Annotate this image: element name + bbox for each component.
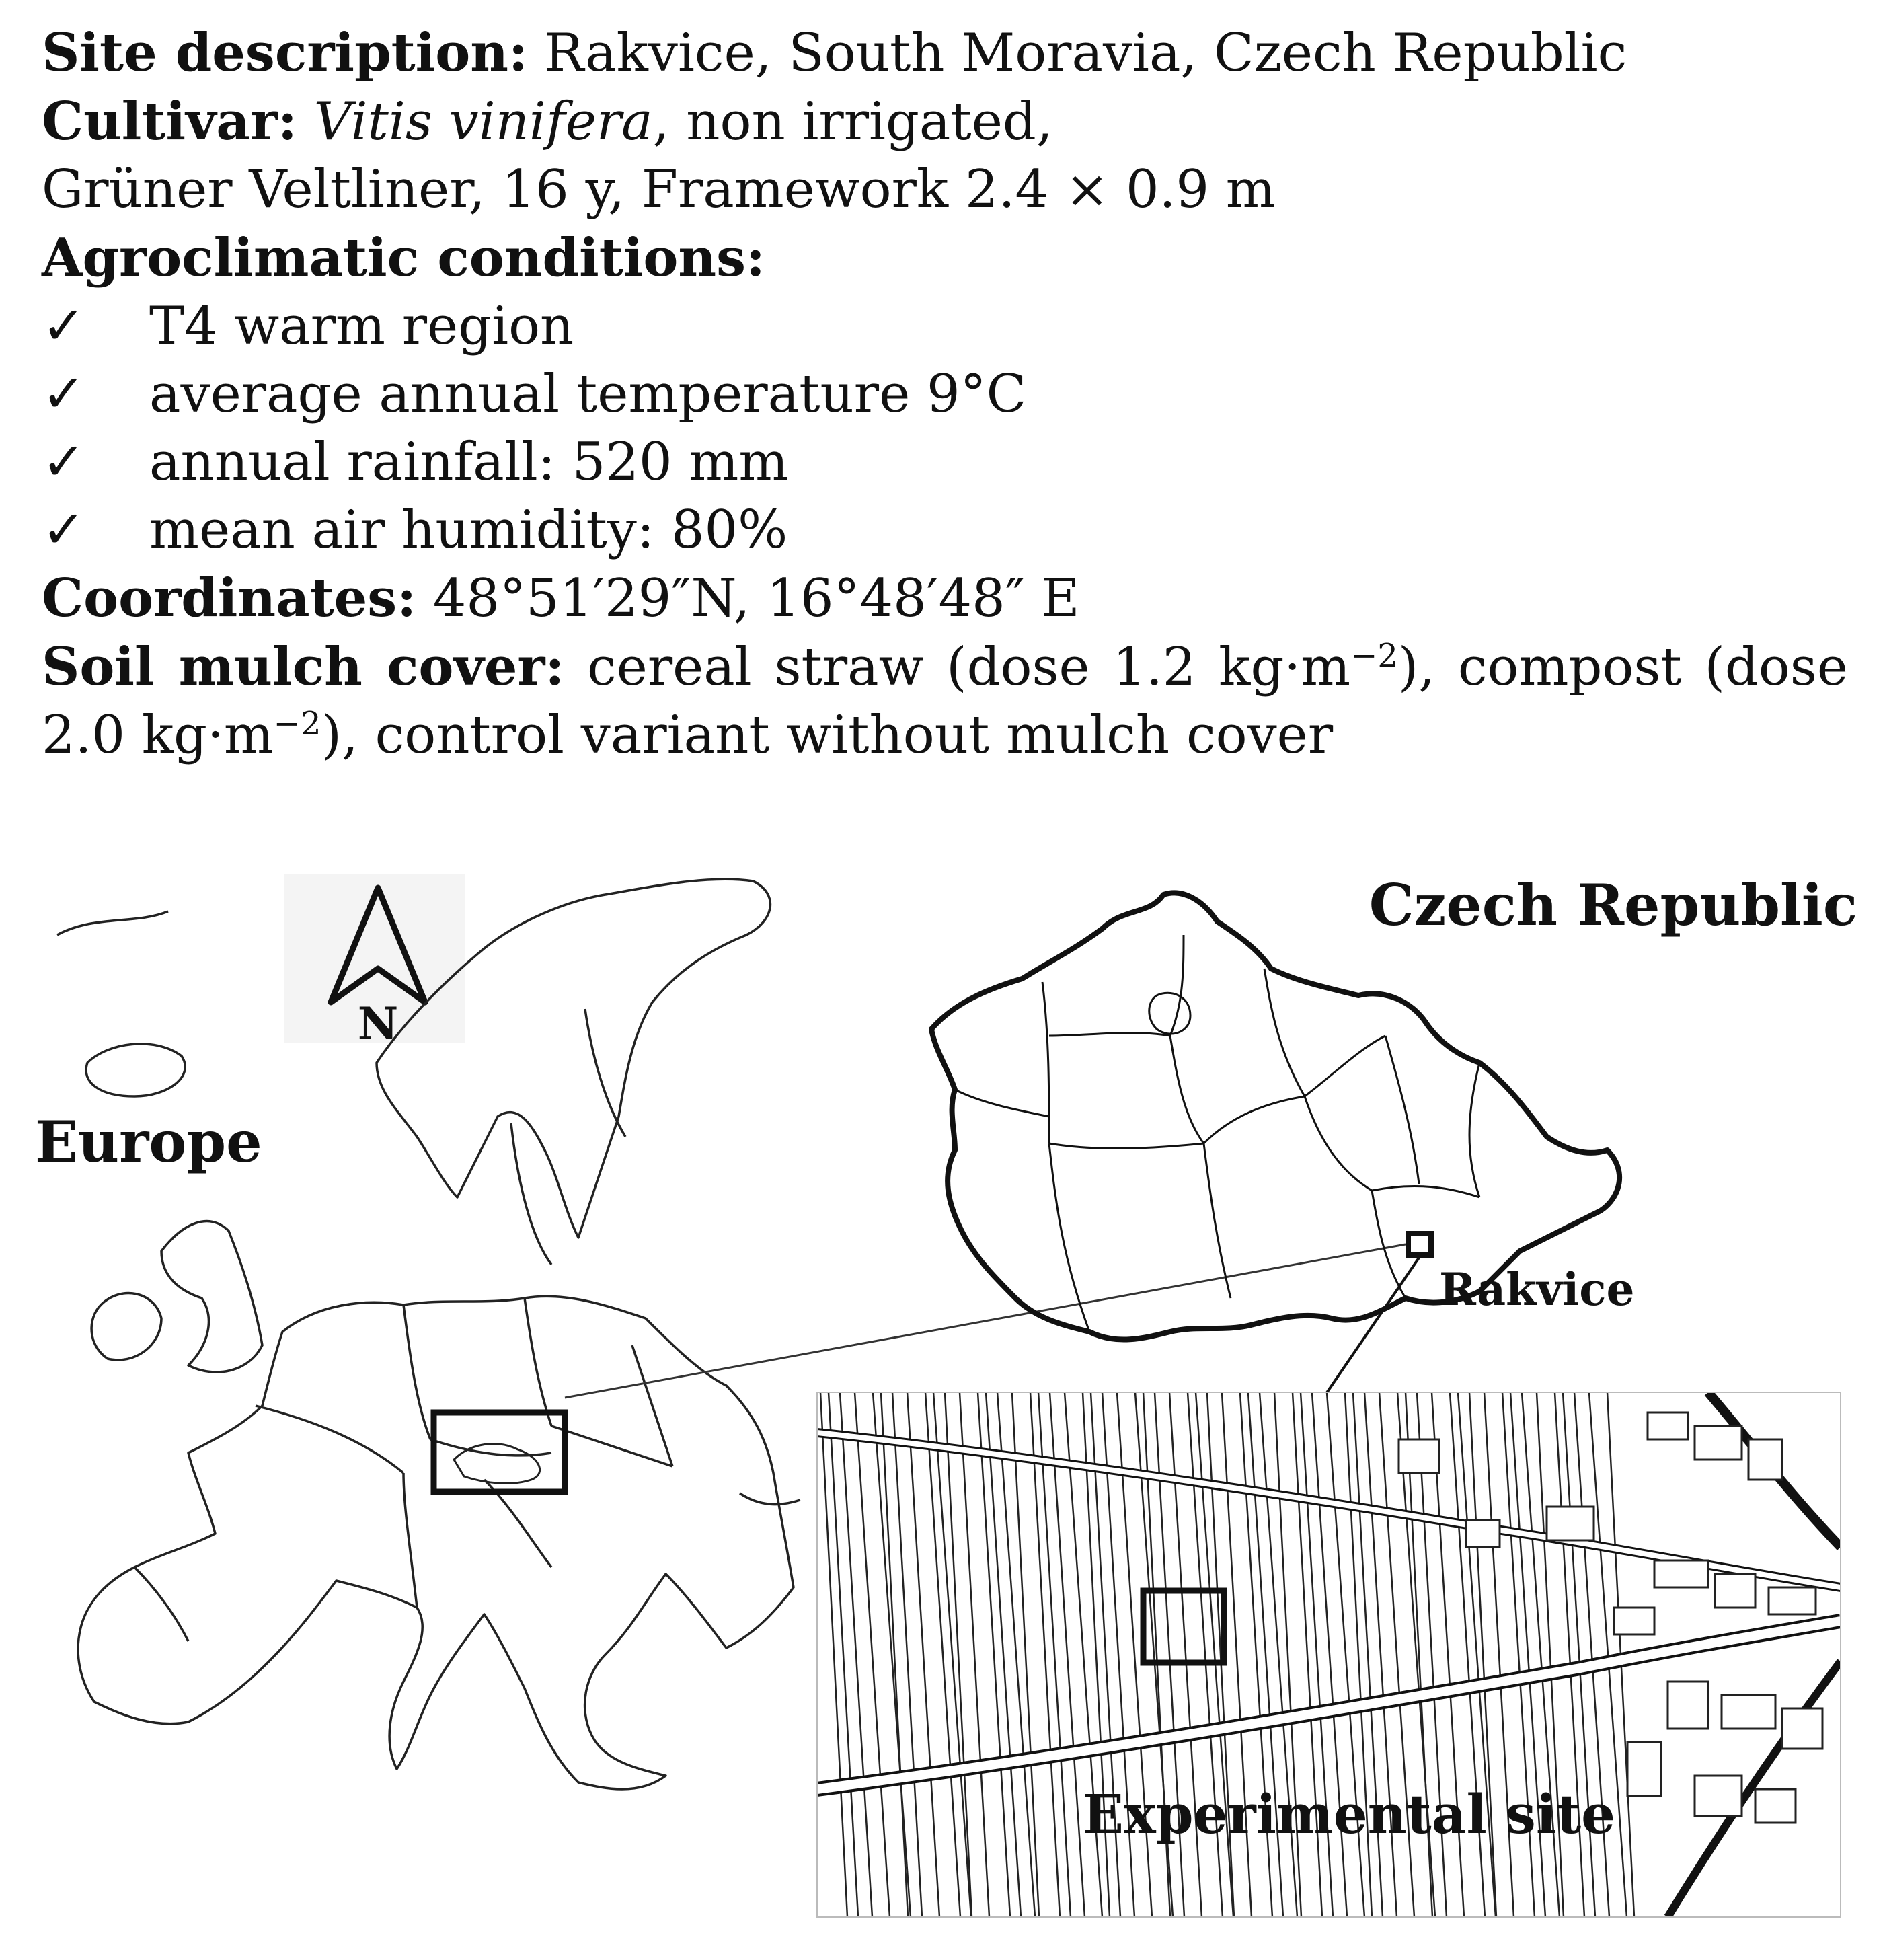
cultivar-line: [42, 87, 1848, 156]
site-label: Site description:: [42, 22, 528, 83]
rakvice-label: Rakvice: [1439, 1263, 1635, 1316]
prague-outline: [1149, 993, 1190, 1034]
condition-item: [42, 293, 1848, 361]
condition-item: [42, 428, 1848, 496]
agroclimatic-label: Agroclimatic conditions:: [42, 227, 765, 289]
carpathian-border: [551, 1426, 672, 1466]
italy-border: [403, 1473, 417, 1608]
europe-czech-highlight-box: [434, 1412, 565, 1492]
condition-text: mean air humidity: 80%: [149, 500, 788, 560]
village-building: [1695, 1426, 1742, 1460]
coordinates-label: Coordinates:: [42, 568, 417, 629]
village-building: [1399, 1439, 1439, 1473]
black-sea-coast: [740, 1493, 800, 1505]
region-border: [1264, 969, 1305, 1096]
site-line: [42, 19, 1848, 87]
village-building: [1769, 1587, 1816, 1614]
check-icon: ✓: [42, 432, 86, 492]
north-letter: N: [357, 997, 399, 1050]
poland-west-border: [525, 1298, 551, 1426]
village-building: [1668, 1682, 1708, 1729]
mulch-paragraph: [42, 633, 1848, 769]
region-border: [955, 1090, 1049, 1117]
rakvice-highlight-box: [1408, 1234, 1431, 1255]
region-border: [1469, 1063, 1479, 1197]
region-border: [1305, 1036, 1385, 1096]
check-icon: ✓: [42, 296, 86, 356]
region-border: [1204, 1143, 1231, 1298]
france-border: [256, 1406, 403, 1473]
agroclimatic-heading: [42, 224, 1848, 293]
village-building: [1755, 1789, 1796, 1823]
region-border: [1042, 982, 1049, 1143]
region-border: [1049, 1143, 1204, 1149]
north-arrow: [284, 874, 465, 1050]
czech-region-borders: [955, 935, 1479, 1332]
cultivar-line-2: Grüner Veltliner, 16 y, Framework 2.4 × 0.9 m: [42, 159, 1276, 220]
village-building: [1695, 1776, 1742, 1816]
region-border: [1170, 935, 1184, 1036]
location-maps-svg: [0, 834, 1885, 1960]
britain-outline: [161, 1221, 262, 1372]
check-icon: ✓: [42, 364, 86, 424]
mulch-text-3: ), control variant without mulch cover: [321, 705, 1334, 765]
village-building: [1466, 1520, 1500, 1547]
condition-text: annual rainfall: 520 mm: [149, 432, 789, 492]
continental-europe-outline: [78, 1296, 794, 1789]
coordinates-value: 48°51′29″N, 16°48′48″ E: [416, 568, 1080, 629]
cultivar-species: Vitis vinifera: [313, 91, 653, 152]
mulch-exponent-2: −2: [273, 705, 321, 743]
ireland-outline: [91, 1293, 161, 1360]
iceland-outline: [86, 1044, 185, 1096]
village-building: [1547, 1507, 1594, 1540]
region-border: [1204, 1096, 1305, 1143]
iberia-border: [134, 1567, 188, 1641]
eastern-border: [632, 1345, 672, 1466]
cultivar-value: , non irrigated,: [652, 91, 1053, 152]
village-building: [1748, 1439, 1782, 1480]
location-figure: [0, 834, 1885, 1960]
condition-item: [42, 496, 1848, 564]
condition-text: T4 warm region: [149, 296, 574, 356]
germany-west-border: [403, 1305, 430, 1439]
mulch-text-2: ), compost (dose 2.0 kg·m: [42, 637, 1848, 765]
village-building: [1614, 1608, 1654, 1634]
experimental-site-label: Experimental site: [1083, 1782, 1616, 1846]
region-border: [1385, 1036, 1419, 1184]
europe-label: Europe: [35, 1108, 262, 1175]
check-icon: ✓: [42, 500, 86, 560]
region-border: [1305, 1096, 1372, 1191]
condition-item: [42, 361, 1848, 428]
site-value: Rakvice, South Moravia, Czech Republic: [527, 23, 1627, 83]
village-building: [1627, 1742, 1661, 1796]
village-building: [1648, 1412, 1688, 1439]
mulch-label: Soil mulch cover:: [42, 636, 565, 698]
europe-czech-outline: [454, 1444, 540, 1484]
site-description-block: [42, 19, 1848, 769]
village-building: [1782, 1708, 1822, 1749]
sweden-border: [511, 1123, 551, 1265]
mulch-text-1: cereal straw (dose 1.2 kg·m: [564, 637, 1351, 698]
svalbard-coast: [57, 911, 168, 935]
czech-republic-label: Czech Republic: [1369, 872, 1857, 938]
cultivar-label: Cultivar:: [42, 91, 297, 152]
mulch-exponent-1: −2: [1350, 637, 1398, 675]
alpine-border: [430, 1439, 551, 1456]
coordinates-line: [42, 564, 1848, 633]
region-border: [1049, 1033, 1170, 1036]
region-border: [1170, 1036, 1204, 1143]
village-building: [1722, 1695, 1775, 1729]
region-border: [1372, 1186, 1479, 1197]
village-building: [1715, 1574, 1755, 1608]
village-building: [1654, 1560, 1708, 1587]
condition-text: average annual temperature 9°C: [149, 364, 1027, 424]
